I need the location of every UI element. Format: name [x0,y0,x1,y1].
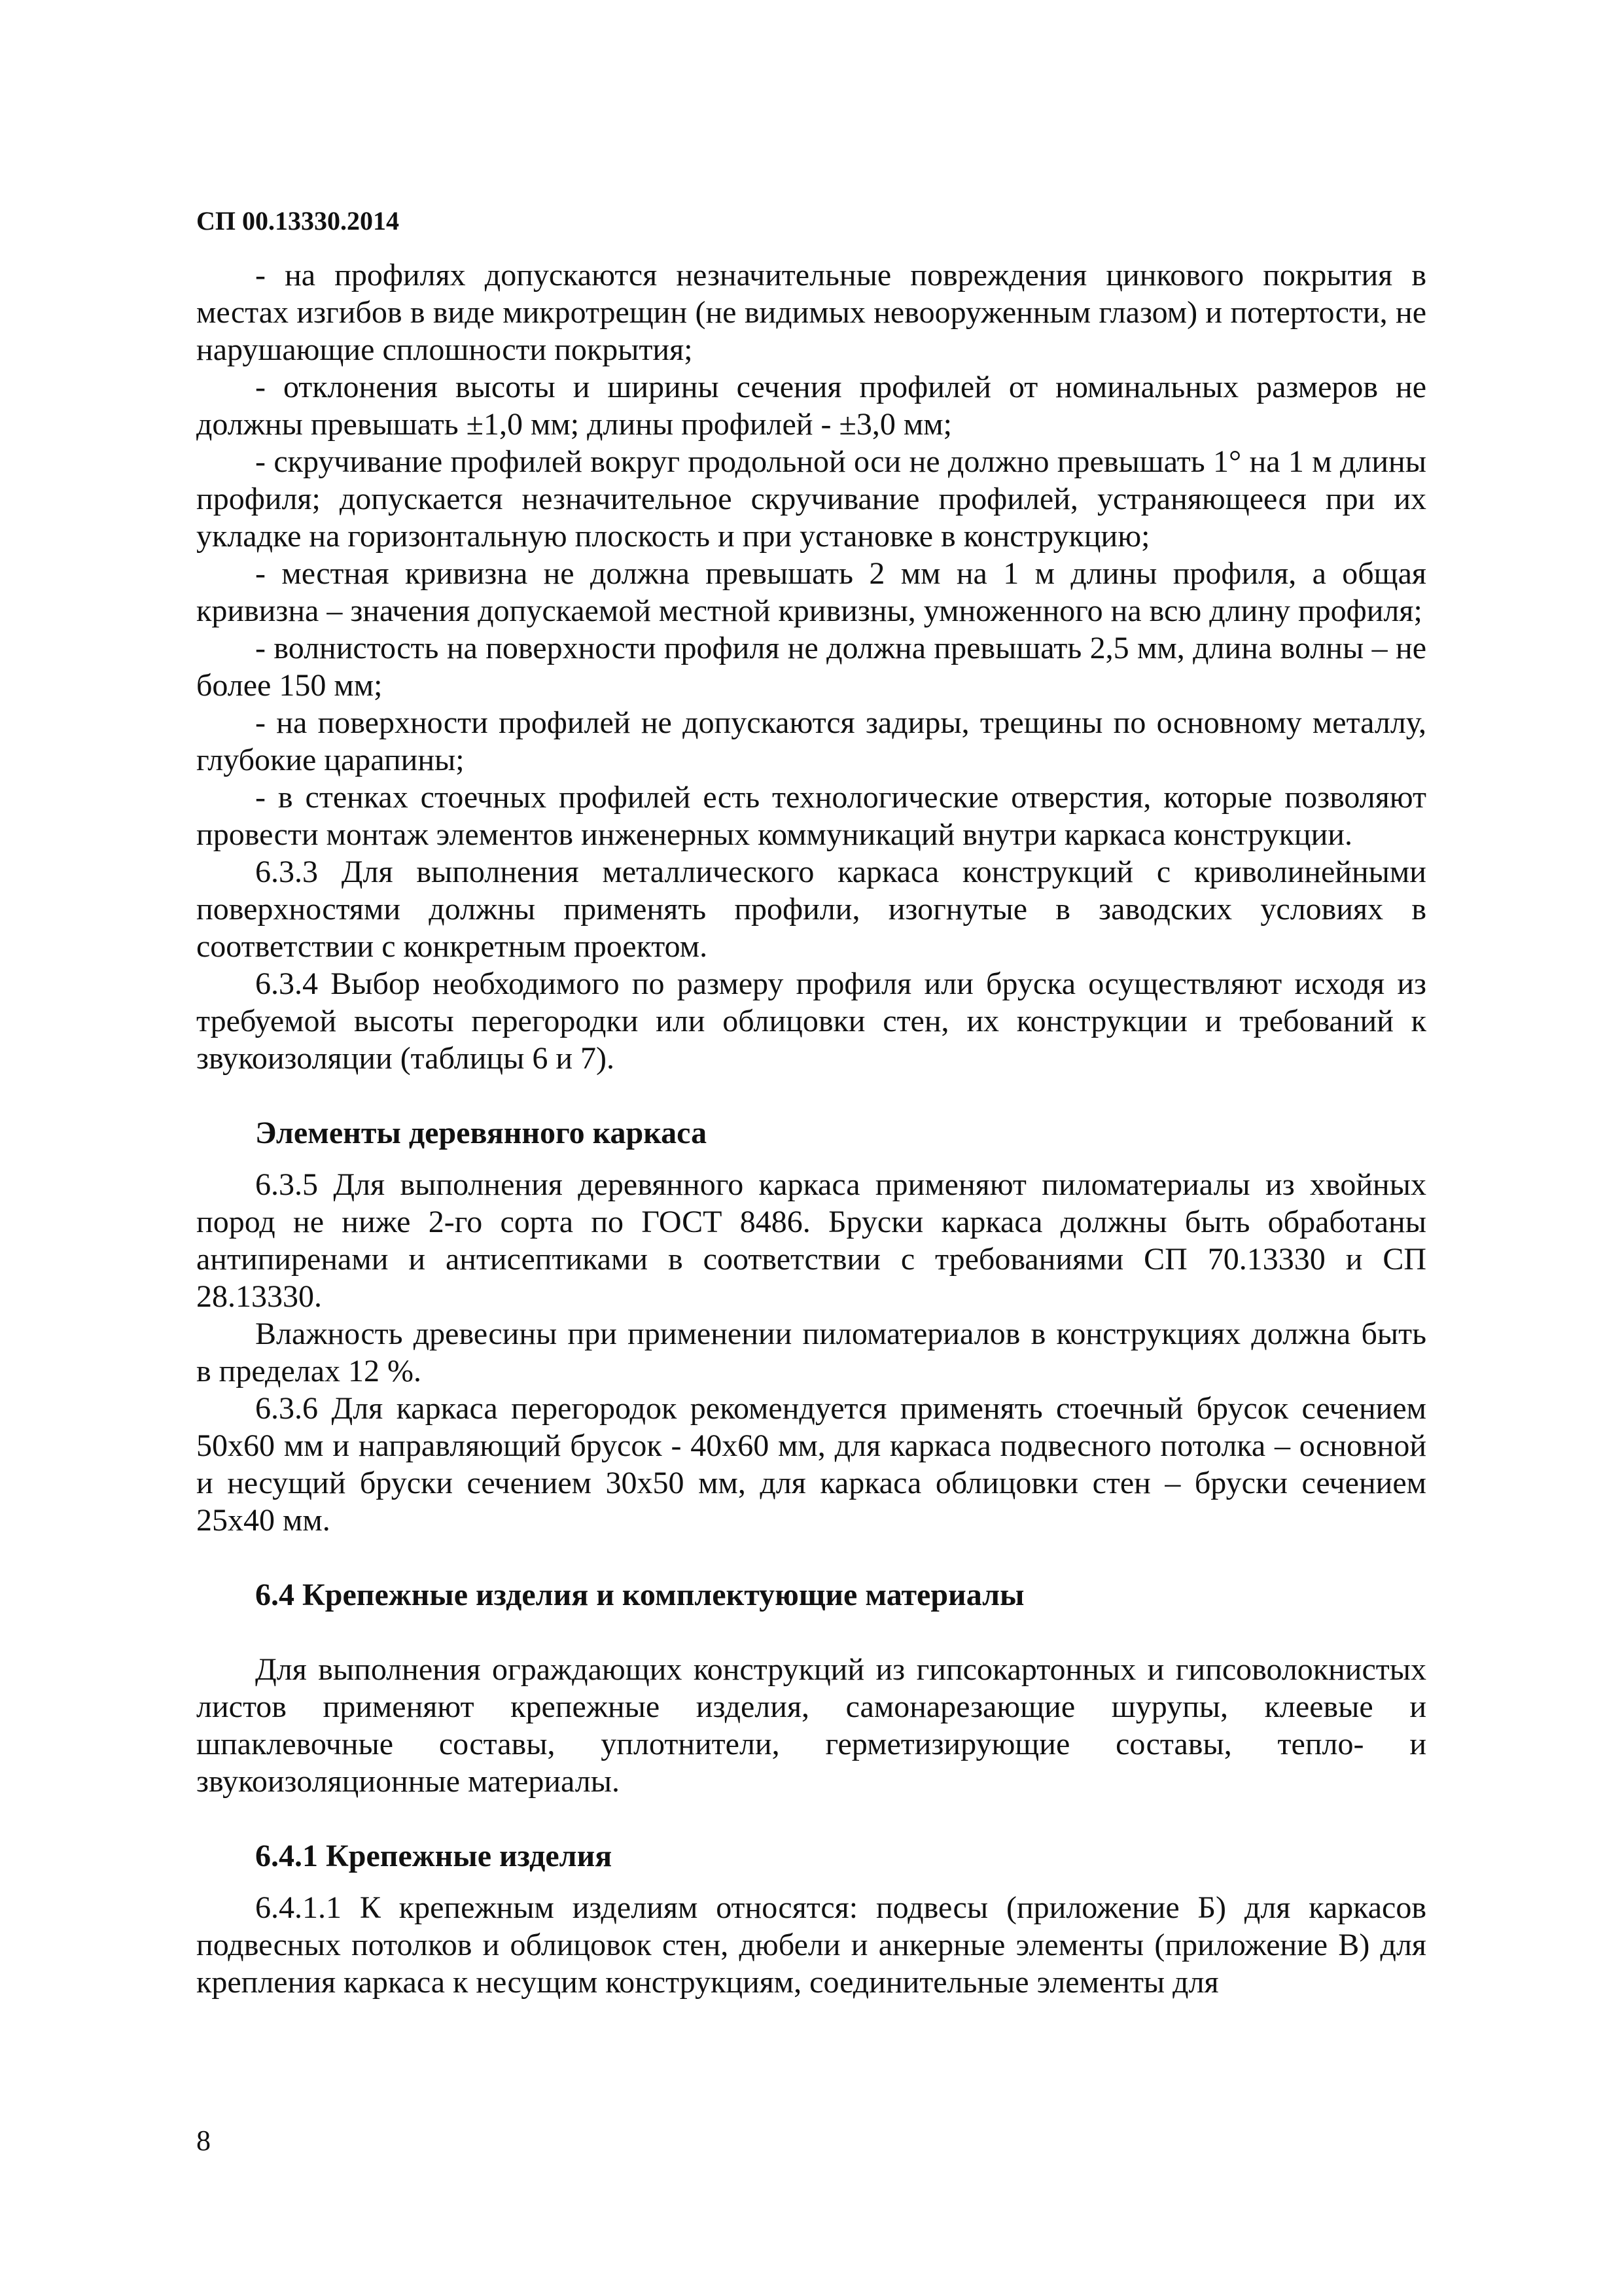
paragraph-curvature: - местная кривизна не должна превышать 2 мм на 1 м длины профиля, а общая кривизна – значения допускаемой местной кривизны, умноженного на всю длину профиля; [196,556,1426,628]
heading-6-4-1-fasteners: 6.4.1 Крепежные изделия [255,1839,612,1873]
paragraph-6-4-1-1: 6.4.1.1 К крепежным изделиям относятся: подвесы (приложение Б) для каркасов подвесных потолков и облицовок стен, дюбели и анкерные элементы (приложение В) для крепления каркаса к несущим конструкциям, соединительные элементы для [196,1890,1426,2000]
paragraph-6-3-3: 6.3.3 Для выполнения металлического каркаса конструкций с криволинейными поверхностями должны применять профили, изогнутые в заводских условиях в соответствии с конкретным проектом. [196,855,1426,964]
heading-wooden-frame: Элементы деревянного каркаса [255,1116,707,1150]
paragraph-surface-defects: - на поверхности профилей не допускаются задиры, трещины по основному металлу, глубокие царапины; [196,705,1426,777]
paragraph-technological-holes: - в стенках стоечных профилей есть технологические отверстия, которые позволяют провести монтаж элементов инженерных коммуникаций внутри каркаса конструкции. [196,780,1426,852]
paragraph-dimension-tolerance: - отклонения высоты и ширины сечения профилей от номинальных размеров не должны превышать ±1,0 мм; длины профилей - ±3,0 мм; [196,370,1426,442]
paragraph-6-4-intro: Для выполнения ограждающих конструкций из гипсокартонных и гипсоволокнистых листов применяют крепежные изделия, самонарезающие шурупы, клеевые и шпаклевочные составы, уплотнители, герметизирующие составы, тепло- и звукоизоляционные материалы. [196,1652,1426,1799]
document-code-header: СП 00.13330.2014 [196,206,399,236]
paragraph-twisting: - скручивание профилей вокруг продольной оси не должно превышать 1° на 1 м длины профиля; допускается незначительное скручивание профилей, устраняющееся при их укладке на горизонтальную плоскость и при установке в конструкцию; [196,444,1426,554]
paragraph-waviness: - волнистость на поверхности профиля не должна превышать 2,5 мм, длина волны – не более 150 мм; [196,631,1426,703]
paragraph-zinc-coating: - на профилях допускаются незначительные повреждения цинкового покрытия в местах изгибов в виде микротрещин (не видимых невооруженным глазом) и потертости, не нарушающие сплошности покрытия; [196,258,1426,367]
paragraph-6-3-5: 6.3.5 Для выполнения деревянного каркаса применяют пиломатериалы из хвойных пород не ниже 2-го сорта по ГОСТ 8486. Бруски каркаса должны быть обработаны антипиренами и антисептиками в соответствии с требованиями СП 70.13330 и СП 28.13330. [196,1167,1426,1314]
paragraph-6-3-6: 6.3.6 Для каркаса перегородок рекомендуется применять стоечный брусок сечением 50х60 мм и направляющий брусок - 40х60 мм, для каркаса подвесного потолка – основной и несущий бруски сечением 30х50 мм, для каркаса облицовки стен – бруски сечением 25х40 мм. [196,1391,1426,1538]
paragraph-wood-moisture: Влажность древесины при применении пиломатериалов в конструкциях должна быть в пределах 12 %. [196,1316,1426,1388]
document-body [196,256,1426,2001]
heading-6-4-fasteners: 6.4 Крепежные изделия и комплектующие материалы [255,1578,1025,1612]
page-number: 8 [196,2125,211,2157]
paragraph-6-3-4: 6.3.4 Выбор необходимого по размеру профиля или бруска осуществляют исходя из требуемой высоты перегородки или облицовки стен, их конструкции и требований к звукоизоляции (таблицы 6 и 7). [196,966,1426,1076]
